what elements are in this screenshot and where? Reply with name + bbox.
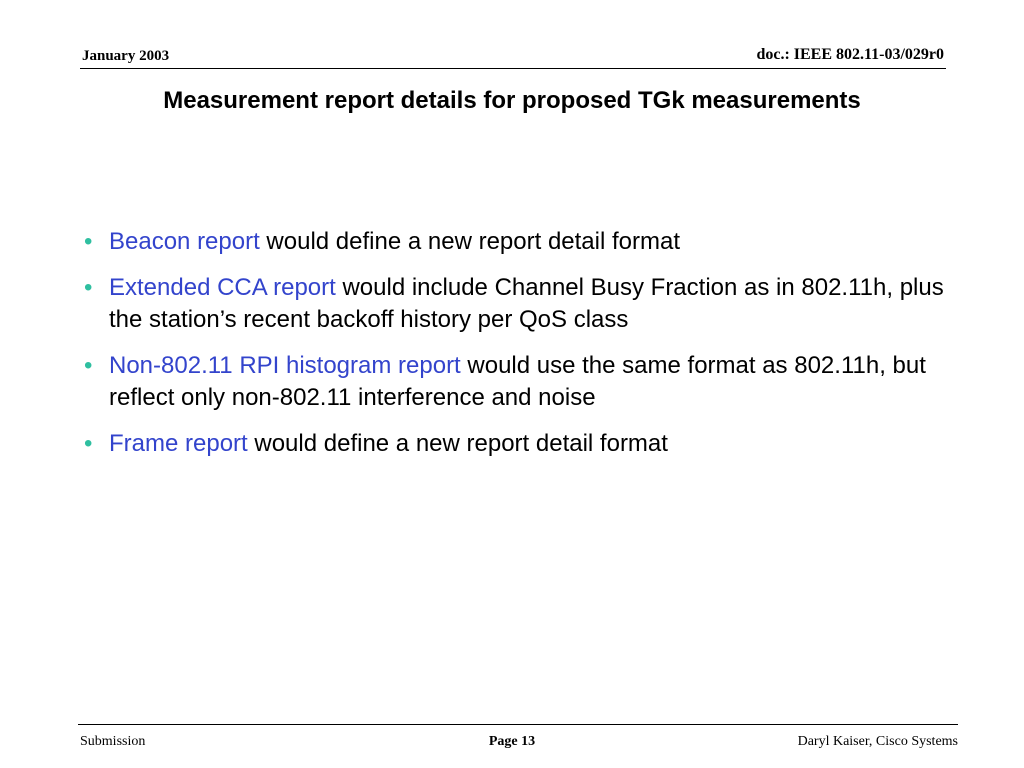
bullet-icon: • (84, 228, 93, 255)
slide-title: Measurement report details for proposed TGk measurements (163, 87, 861, 114)
footer-divider (78, 724, 958, 725)
bullet-item (84, 272, 944, 336)
bullet-text: would include Channel Busy Fraction as in 802.11h, plus the station’s recent backoff history per QoS class (109, 274, 944, 333)
footer-author: Daryl Kaiser, Cisco Systems (797, 734, 958, 749)
bullet-highlight: Beacon report (109, 228, 260, 255)
bullet-list (84, 226, 944, 474)
bullet-highlight: Extended CCA report (109, 274, 336, 301)
header-date: January 2003 (82, 48, 170, 64)
bullet-highlight: Non-802.11 RPI histogram report (109, 352, 461, 379)
header-doc-id: doc.: IEEE 802.11-03/029r0 (756, 46, 944, 63)
bullet-icon: • (84, 430, 93, 457)
bullet-icon: • (84, 352, 93, 379)
bullet-text: would define a new report detail format (259, 228, 680, 255)
bullet-item (84, 350, 944, 414)
footer-submission: Submission (80, 734, 146, 749)
bullet-item (84, 226, 944, 258)
header-divider (80, 68, 946, 69)
bullet-text: would use the same format as 802.11h, but reflect only non-802.11 interference and noise (109, 352, 926, 411)
bullet-highlight: Frame report (109, 430, 248, 457)
footer-page-number: 13 (521, 734, 536, 749)
bullet-item (84, 428, 944, 460)
footer-page-label: Page (488, 734, 518, 749)
bullet-text: would define a new report detail format (247, 430, 668, 457)
bullet-icon: • (84, 274, 93, 301)
